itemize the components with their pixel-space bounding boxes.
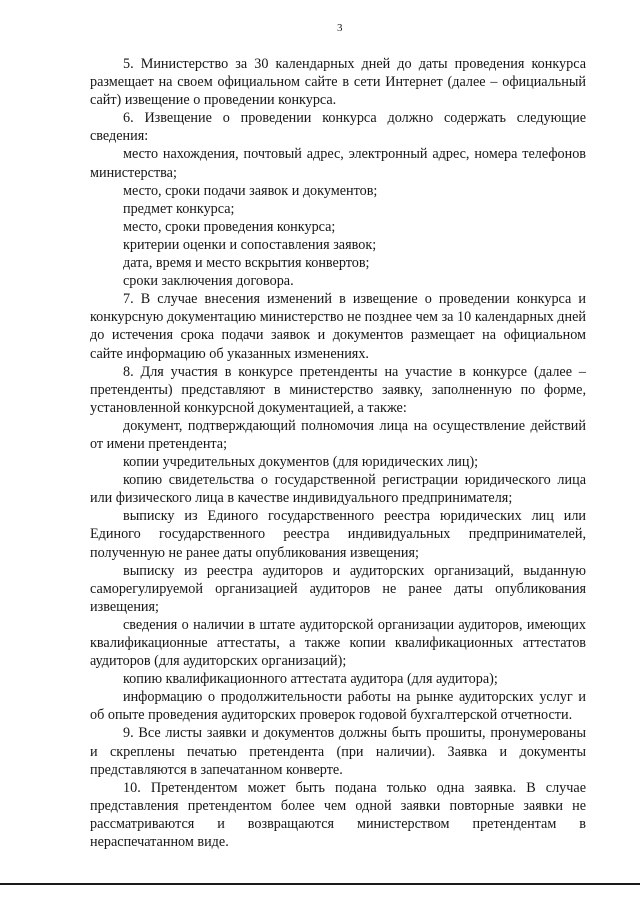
paragraph-6-item: сроки заключения договора. [123, 273, 294, 290]
paragraph-6-item: дата, время и место вскрытия конвертов; [123, 255, 370, 272]
paragraph-6-item: предмет конкурса; [123, 200, 235, 217]
page-number: 3 [337, 22, 343, 34]
paragraph-6-item: место, сроки подачи заявок и документов; [123, 182, 378, 199]
paragraph-6: 6. Извещение о проведении конкурса должно содержать следующие сведения: [90, 110, 586, 145]
paragraph-9: 9. Все листы заявки и документов должны быть прошиты, пронумерованы и скреплены печатью претендента (при наличии). Заявка и документы представляются в запечатанном конверте. [90, 725, 586, 778]
paragraph-6-item: критерии оценки и сопоставления заявок; [123, 236, 377, 253]
document-body [90, 55, 586, 851]
paragraph-6-item: место, сроки проведения конкурса; [123, 218, 336, 235]
paragraph-8: 8. Для участия в конкурсе претенденты на участие в конкурсе (далее – претенденты) представляют в министерство заявку, заполненную по форме, установленной конкурсной документацией, а также: [90, 363, 586, 416]
paragraph-8-item: выписку из реестра аудиторов и аудиторских организаций, выданную саморегулируемой организацией аудиторов не ранее даты опубликования извещения; [90, 562, 586, 615]
paragraph-8-item: копию свидетельства о государственной регистрации юридического лица или физического лица в качестве индивидуального предпринимателя; [90, 472, 586, 507]
paragraph-5: 5. Министерство за 30 календарных дней до даты проведения конкурса размещает на своем официальном сайте в сети Интернет (далее – официальный сайт) извещение о проведении конкурса. [90, 56, 586, 109]
paragraph-8-item: документ, подтверждающий полномочия лица на осуществление действий от имени претендента; [90, 417, 586, 452]
paragraph-7: 7. В случае внесения изменений в извещение о проведении конкурса и конкурсную документацию министерство не позднее чем за 10 календарных дней до истечения срока подачи заявок и документов размещает на официальном сайте информацию об указанных изменениях. [90, 291, 586, 362]
paragraph-8-item: выписку из Единого государственного реестра юридических лиц или Единого государственного реестра индивидуальных предпринимателей, полученную не ранее даты опубликования извещения; [90, 508, 586, 561]
paragraph-6-item: место нахождения, почтовый адрес, электронный адрес, номера телефонов министерства; [90, 146, 586, 181]
paragraph-8-item: сведения о наличии в штате аудиторской организации аудиторов, имеющих квалификационные аттестаты, а также копии квалификационных аттестатов аудиторов (для аудиторских организаций); [90, 616, 586, 670]
page-bottom-rule [0, 883, 640, 885]
paragraph-8-item: информацию о продолжительности работы на рынке аудиторских услуг и об опыте проведения аудиторских проверок годовой бухгалтерской отчетности. [90, 689, 586, 724]
paragraph-8-item: копии учредительных документов (для юридических лиц); [123, 454, 479, 471]
paragraph-8-item: копию квалификационного аттестата аудитора (для аудитора); [123, 671, 498, 688]
paragraph-10: 10. Претендентом может быть подана только одна заявка. В случае представления претендентом более чем одной заявки повторные заявки не рассматриваются и возвращаются министерством претендентам в нераспечатанном виде. [90, 779, 586, 851]
